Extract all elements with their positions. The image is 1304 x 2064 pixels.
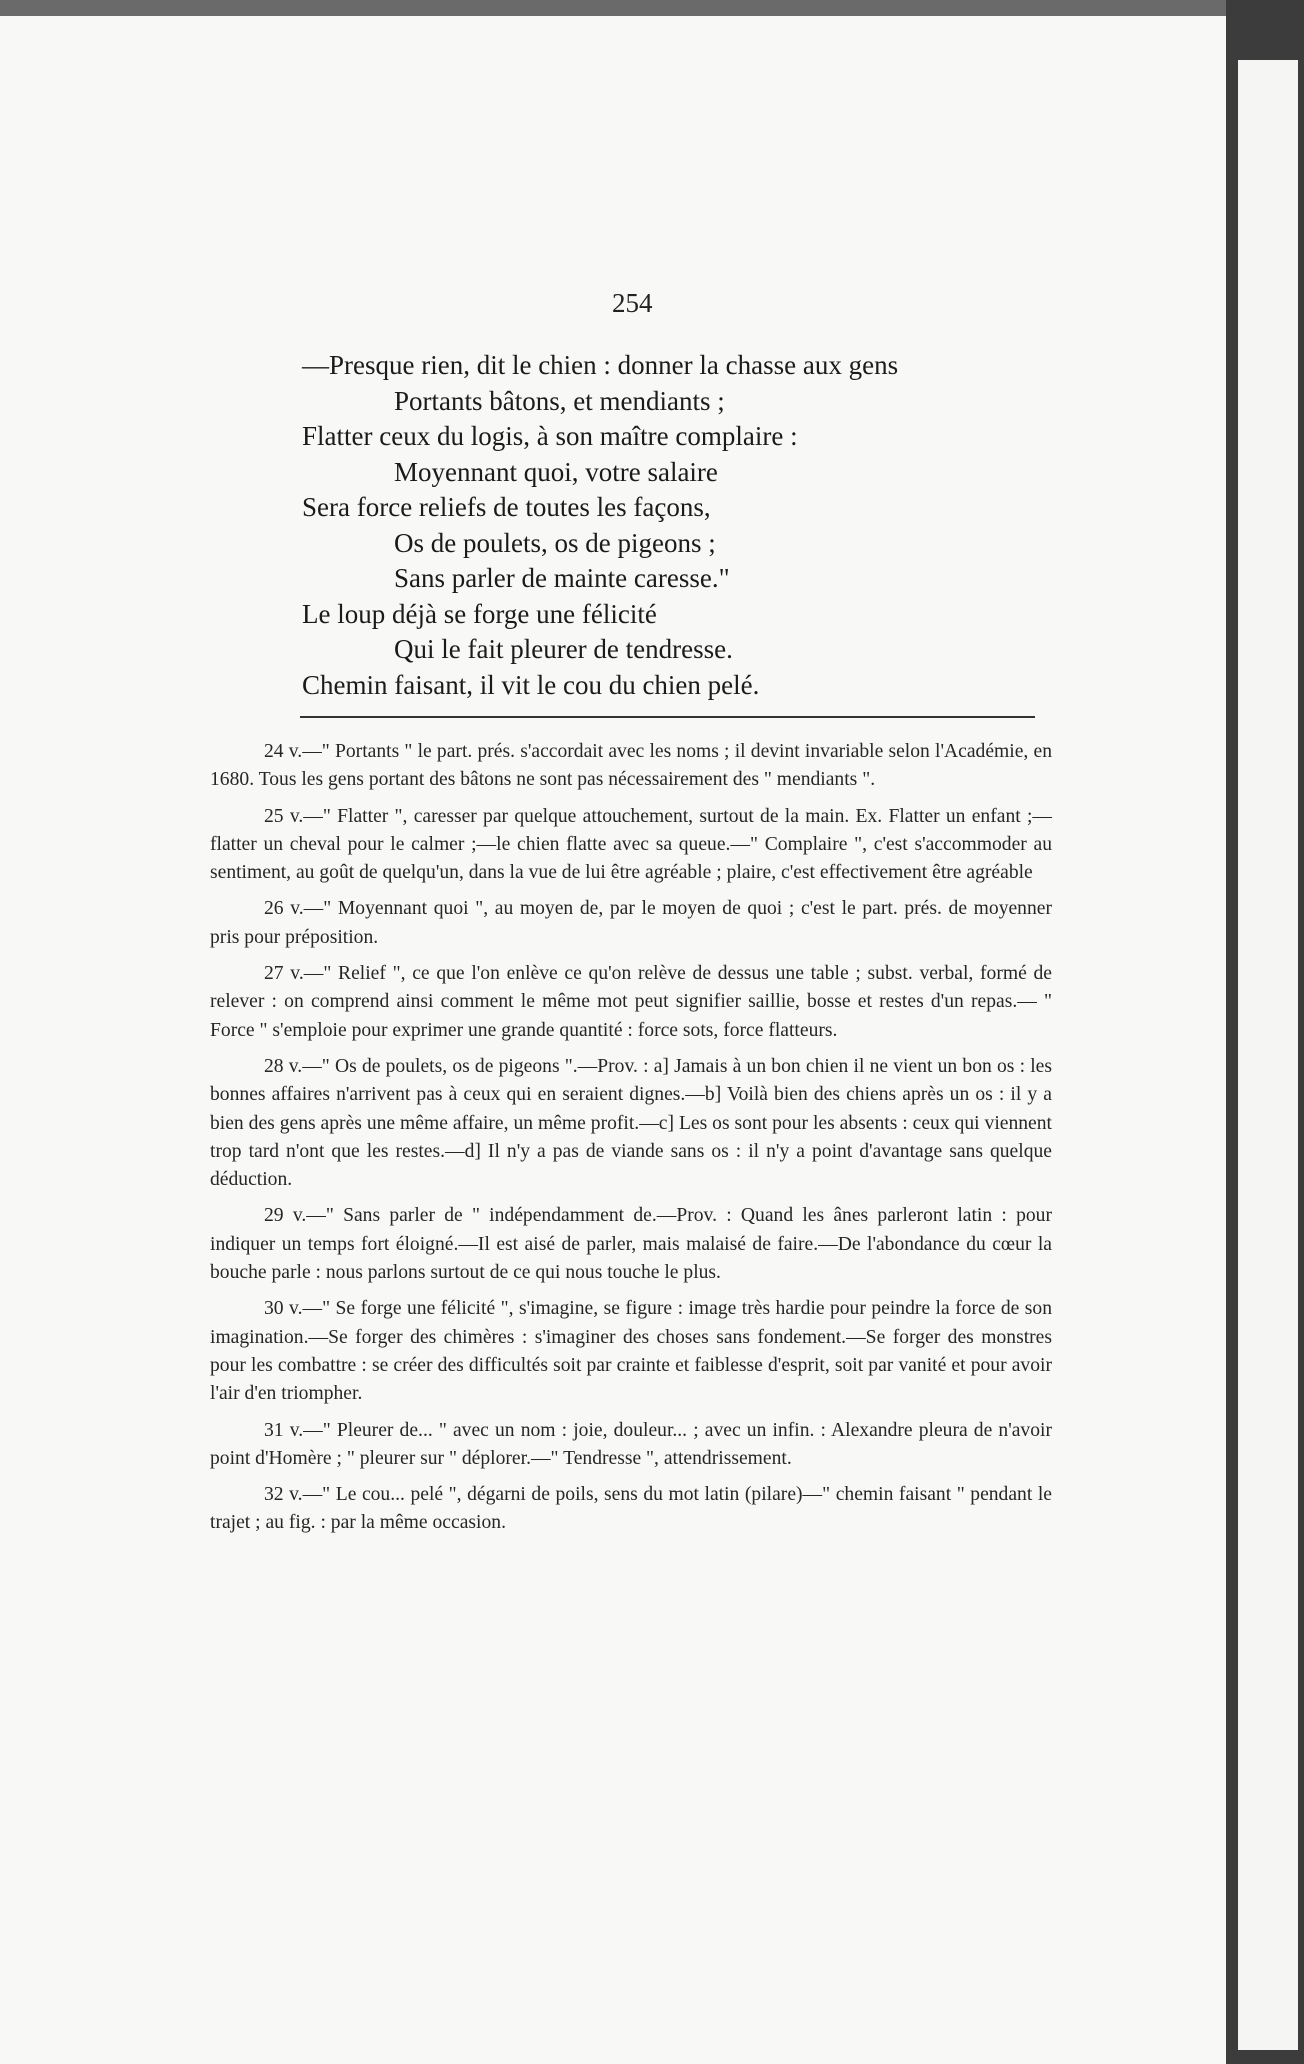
poem-line: Portants bâtons, et mendiants ;	[394, 385, 725, 416]
poem-stanza	[302, 348, 1062, 703]
footnote-divider	[300, 716, 1035, 718]
footnote-27: 27 v.—" Relief ", ce que l'on enlève ce qu'on relève de dessus une table ; subst. verbal, formé de relever : on comprend ainsi comment le même mot peut signifier saillie, bosse et restes d'un repas.— " Force " s'emploie pour exprimer une grande quantité : force sots, force flatteurs.	[210, 963, 1052, 1041]
poem-line: Chemin faisant, il vit le cou du chien pelé.	[302, 669, 760, 700]
footnote-28: 28 v.—" Os de poulets, os de pigeons ".—Prov. : a] Jamais à un bon chien il ne vient un bon os : les bonnes affaires n'arrivent pas à ceux qui en seraient dignes.—b] Voilà bien des chiens après un os : il y a bien des gens après une même affaire, un même profit.—c] Les os sont pour les absents : ceux qui viennent trop tard n'ont que les restes.—d] Il n'y a pas de viande sans os : il n'y a point d'avantage sans quelque déduction.	[210, 1055, 1052, 1191]
poem-line: —Presque rien, dit le chien : donner la chasse aux gens	[302, 350, 899, 380]
poem-line: Qui le fait pleurer de tendresse.	[394, 634, 733, 664]
poem-line: Os de poulets, os de pigeons ;	[394, 527, 716, 558]
poem-line: Moyennant quoi, votre salaire	[394, 456, 718, 487]
footnote-30: 30 v.—" Se forge une félicité ", s'imagine, se figure : image très hardie pour peindre la force de son imagination.—Se forger des chimères : s'imaginer des choses sans fondement.—Se forger des monstres pour les combattre : se créer des difficultés soit par crainte et faiblesse d'esprit, soit par vanité et pour avoir l'air d'en triompher.	[210, 1298, 1052, 1405]
page-number: 254	[612, 288, 653, 318]
footnotes	[210, 738, 1052, 1546]
scan-top-edge	[0, 0, 1304, 16]
poem-line: Flatter ceux du logis, à son maître complaire :	[302, 421, 798, 451]
poem-line: Sera force reliefs de toutes les façons,	[302, 492, 711, 522]
next-page-edge	[1238, 60, 1298, 2050]
footnote-32: 32 v.—" Le cou... pelé ", dégarni de poils, sens du mot latin (pilare)—" chemin faisant " pendant le trajet ; au fig. : par la même occasion.	[210, 1484, 1052, 1534]
poem-line: Sans parler de mainte caresse."	[394, 563, 730, 593]
footnote-25: 25 v.—" Flatter ", caresser par quelque attouchement, surtout de la main. Ex. Flatter un enfant ;—flatter un cheval pour le calmer ;—le chien flatte avec sa queue.—" Complaire ", c'est s'accommoder au sentiment, au goût de quelqu'un, dans la vue de lui être agréable ; plaire, c'est effectivement être agréable	[210, 805, 1052, 884]
footnote-26: 26 v.—" Moyennant quoi ", au moyen de, par le moyen de quoi ; c'est le part. prés. de moyenner pris pour préposition.	[210, 898, 1052, 948]
scan-right-edge	[1226, 0, 1304, 2064]
footnote-31: 31 v.—" Pleurer de... " avec un nom : joie, douleur... ; avec un infin. : Alexandre pleura de n'avoir point d'Homère ; " pleurer sur " déplorer.—" Tendresse ", attendrissement.	[210, 1419, 1052, 1469]
footnote-29: 29 v.—" Sans parler de " indépendamment de.—Prov. : Quand les ânes parleront latin : pour indiquer un temps fort éloigné.—Il est aisé de parler, mais malaisé de faire.—De l'abondance du cœur la bouche parle : nous parlons surtout de ce qui nous touche le plus.	[210, 1205, 1052, 1284]
footnote-24: 24 v.—" Portants " le part. prés. s'accordait avec les noms ; il devint invariable selon l'Académie, en 1680. Tous les gens portant des bâtons ne sont pas nécessairement des " mendiants ".	[210, 741, 1052, 791]
poem-line: Le loup déjà se forge une félicité	[302, 598, 657, 629]
